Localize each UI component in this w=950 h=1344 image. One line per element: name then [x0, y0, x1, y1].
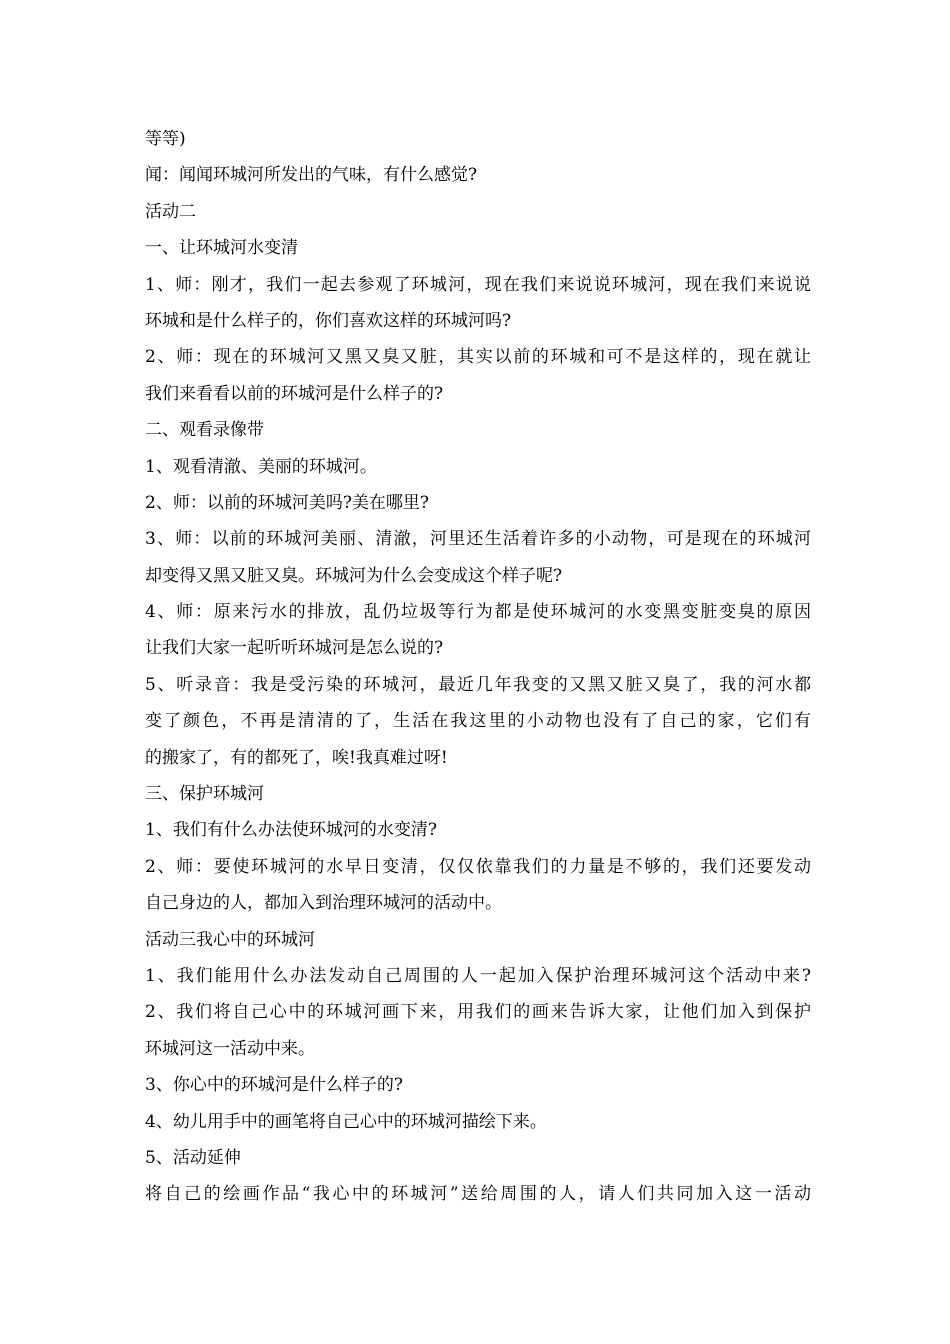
text-line: 环城和是什么样子的，你们喜欢这样的环城河吗? [145, 310, 512, 331]
text-line: 1、观看清澈、美丽的环城河。 [145, 456, 377, 477]
subsection-heading: 一、让环城河水变清 [145, 238, 298, 259]
text-line: 2、我们将自己心中的环城河画下来，用我们的画来告诉大家，让他们加入到保护 [145, 1002, 811, 1023]
text-line: 却变得又黑又脏又臭。环城河为什么会变成这个样子呢? [145, 565, 563, 586]
text-line: 自己身边的人，都加入到治理环城河的活动中。 [145, 893, 502, 914]
text-line: 5、听录音：我是受污染的环城河，最近几年我变的又黑又脏又臭了，我的河水都 [145, 674, 811, 695]
text-line: 2、师：现在的环城河又黑又臭又脏，其实以前的环城和可不是这样的，现在就让 [145, 347, 811, 368]
text-line: 3、你心中的环城河是什么样子的? [145, 1075, 403, 1096]
text-line: 1、我们有什么办法使环城河的水变清? [145, 820, 437, 841]
text-line: 环城河这一活动中来。 [145, 1038, 315, 1059]
subsection-heading: 三、保护环城河 [145, 784, 264, 805]
text-line: 4、师：原来污水的排放，乱仍垃圾等行为都是使环城河的水变黑变脏变臭的原因 [145, 602, 811, 623]
section-heading: 活动三我心中的环城河 [145, 929, 315, 950]
text-line: 2、师：要使环城河的水早日变清，仅仅依靠我们的力量是不够的，我们还要发动 [145, 856, 811, 877]
text-line: 让我们大家一起听听环城河是怎么说的? [145, 638, 444, 659]
text-line: 3、师：以前的环城河美丽、清澈，河里还生活着许多的小动物，可是现在的环城河 [145, 529, 811, 550]
text-line: 变了颜色，不再是清清的了，生活在我这里的小动物也没有了自己的家，它们有 [145, 711, 811, 732]
text-line: 我们来看看以前的环城河是什么样子的? [145, 383, 444, 404]
text-line: 将自己的绘画作品“我心中的环城河”送给周围的人，请人们共同加入这一活动 [145, 1184, 811, 1205]
subsection-heading: 二、观看录像带 [145, 420, 264, 441]
text-line: 5、活动延伸 [145, 1147, 241, 1168]
text-line: 的搬家了，有的都死了，唉!我真难过呀! [145, 747, 448, 768]
document-body [145, 121, 811, 1213]
text-line: 4、幼儿用手中的画笔将自己心中的环城河描绘下来。 [145, 1111, 547, 1132]
text-line: 闻：闻闻环城河所发出的气味，有什么感觉? [145, 165, 478, 186]
text-line: 2、师：以前的环城河美吗?美在哪里? [145, 492, 430, 513]
text-line: 等等) [145, 129, 186, 149]
text-line: 1、师：刚才，我们一起去参观了环城河，现在我们来说说环城河，现在我们来说说 [145, 274, 811, 295]
text-line: 1、我们能用什么办法发动自己周围的人一起加入保护治理环城河这个活动中来? [145, 965, 811, 986]
section-heading: 活动二 [145, 201, 196, 222]
